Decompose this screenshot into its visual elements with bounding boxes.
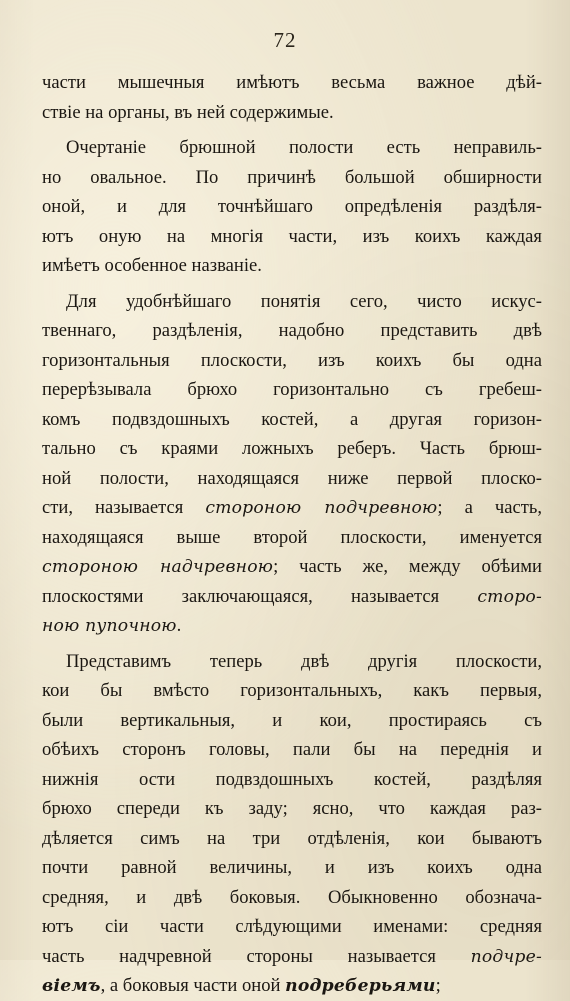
text-segment: твеннаго, раздѣленія, надобно представить двѣ: [42, 320, 542, 341]
text-segment: горизонтальныя плоскости, изъ коихъ бы одна: [42, 349, 542, 371]
text-line: [42, 68, 542, 98]
text-segment: сти, называется: [42, 497, 206, 518]
paragraph: [42, 133, 542, 281]
text-line: [42, 582, 542, 612]
text-segment: ютъ сіи части слѣдующими именами: средняя: [42, 916, 542, 937]
paragraph: [42, 287, 542, 641]
text-line: [42, 405, 542, 435]
text-segment: имѣетъ особенное названіе.: [42, 255, 262, 276]
page-number: 72: [273, 28, 297, 52]
text-segment: средняя, и двѣ боковыя. Обыкновенно обознача-: [42, 886, 542, 908]
text-line: [42, 676, 542, 706]
text-segment: дѣляется симъ на три отдѣленія, кои бываютъ: [42, 827, 542, 849]
text-line: [42, 464, 542, 494]
text-line: [42, 375, 542, 405]
text-line: [42, 971, 542, 1001]
text-segment: обѣихъ сторонъ головы, пали бы на переднія и: [42, 739, 542, 760]
text-segment: были вертикальныя, и кои, простираясь съ: [42, 709, 542, 731]
text-segment: комъ подвздошныхъ костей, а другая горизон-: [42, 408, 542, 430]
text-line: [42, 735, 542, 765]
text-segment: , а боковыя части оной: [100, 975, 286, 996]
text-segment: ; а часть,: [437, 497, 542, 518]
text-line: [42, 912, 542, 942]
text-segment: тально съ краями ложныхъ реберъ. Часть брюш-: [42, 438, 542, 459]
text-segment: Очертаніе брюшной полости есть неправиль-: [66, 137, 542, 158]
text-line: [42, 942, 542, 972]
text-line: [42, 647, 542, 677]
text-segment: ной полости, находящаяся ниже первой плоско-: [42, 467, 542, 489]
text-line: [42, 287, 542, 317]
text-line: [42, 765, 542, 795]
text-line: [42, 251, 542, 281]
text-line: [42, 316, 542, 346]
text-line: [42, 523, 542, 553]
text-line: [42, 98, 542, 128]
italic-term: подреберьями: [285, 976, 436, 996]
text-line: [42, 434, 542, 464]
text-segment: ствіе на органы, въ ней содержимые.: [42, 101, 334, 123]
text-line: [42, 222, 542, 252]
text-line: [42, 824, 542, 854]
italic-term: стороною надчревною: [42, 557, 274, 577]
text-line: [42, 133, 542, 163]
text-segment: ютъ оную на многія части, изъ коихъ каждая: [42, 225, 542, 247]
text-segment: но овальное. По причинѣ большой обширности: [42, 166, 542, 188]
text-segment: .: [176, 615, 182, 636]
text-segment: Для удобнѣйшаго понятія сего, чисто искус-: [66, 290, 542, 312]
text-segment: брюхо спереди къ заду; ясно, что каждая раз-: [42, 798, 542, 819]
italic-term: ною пупочною: [42, 616, 177, 636]
text-segment: Представимъ теперь двѣ другія плоскости,: [66, 650, 542, 672]
text-segment: ;: [435, 975, 441, 996]
text-segment: находящаяся выше второй плоскости, именуется: [42, 526, 542, 548]
italic-term: віемъ: [42, 976, 101, 996]
text-line: [42, 192, 542, 222]
text-line: [42, 794, 542, 824]
text-segment: кои бы вмѣсто горизонтальныхъ, какъ первыя,: [42, 680, 542, 701]
italic-term: сторо-: [477, 586, 542, 607]
text-column: [42, 68, 542, 1001]
text-segment: ; часть же, между обѣими: [273, 556, 542, 577]
text-segment: часть надчревной стороны называется: [42, 945, 471, 967]
italic-term: подчре-: [470, 946, 542, 967]
text-line: [42, 552, 542, 582]
text-line: [42, 163, 542, 193]
text-line: [42, 883, 542, 913]
paragraph: [42, 68, 542, 127]
text-line: [42, 853, 542, 883]
text-segment: перерѣзывала брюхо горизонтально съ гребеш-: [42, 379, 542, 400]
text-line: [42, 706, 542, 736]
text-segment: нижнія ости подвздошныхъ костей, раздѣляя: [42, 768, 542, 790]
text-segment: плоскостями заключающаяся, называется: [42, 585, 478, 607]
paragraph: [42, 647, 542, 1001]
italic-term: стороною подчревною: [205, 498, 438, 518]
text-segment: почти равной величины, и изъ коихъ одна: [42, 857, 542, 878]
text-line: [42, 493, 542, 523]
text-segment: оной, и для точнѣйшаго опредѣленія раздѣля-: [42, 196, 542, 217]
text-segment: части мышечныя имѣютъ весьма важное дѣй-: [42, 72, 542, 93]
text-line: [42, 346, 542, 376]
text-line: [42, 611, 542, 641]
